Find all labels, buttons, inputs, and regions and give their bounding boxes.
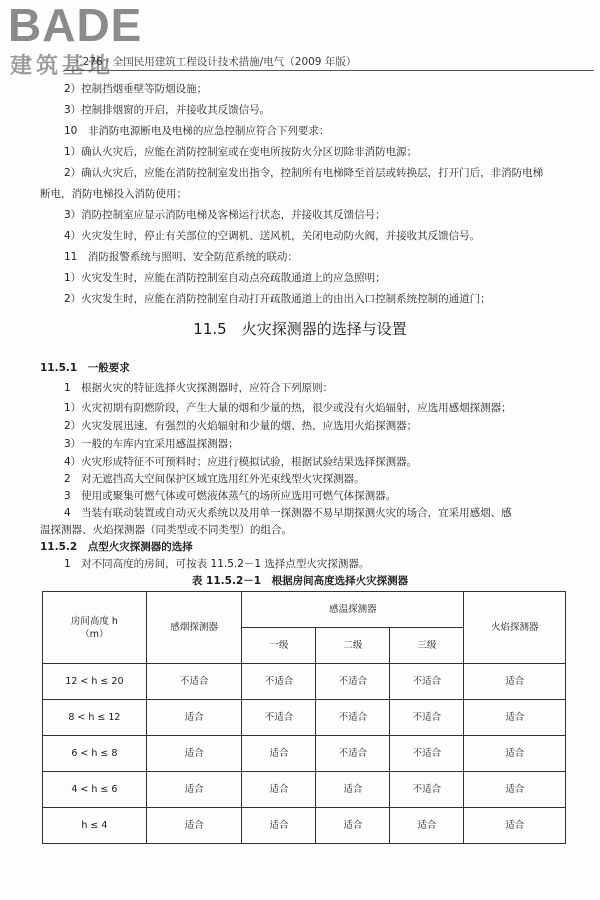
table-row [43, 700, 566, 736]
cell-smoke: 适合 [146, 772, 242, 808]
body-line: 10 非消防电源断电及电梯的应急控制应符合下列要求： [64, 125, 330, 137]
room-height-label: 房间高度 h [70, 615, 118, 627]
cell-heat3: 不适合 [390, 736, 464, 772]
body-line: 3）控制排烟窗的开启，并接收其反馈信号。 [64, 104, 271, 116]
subsection-heading: 11.5.1 一般要求 [40, 362, 130, 374]
detector-table [42, 591, 566, 844]
cell-flame: 适合 [464, 772, 566, 808]
table-row [43, 808, 566, 844]
cell-heat1: 不适合 [242, 664, 316, 700]
cell-heat2: 不适合 [316, 700, 390, 736]
body-line: 断电，消防电梯投入消防使用； [40, 188, 187, 200]
body-line: 温探测器、火焰探测器（同类型或不同类型）的组合。 [40, 524, 292, 536]
body-line: 3）消防控制室应显示消防电梯及客梯运行状态，并接收其反馈信号； [64, 209, 386, 221]
cell-heat3: 不适合 [390, 664, 464, 700]
cell-heat2: 适合 [316, 772, 390, 808]
body-line: 4）火灾发生时，停止有关部位的空调机、送风机，关闭电动防火阀，并接收其反馈信号。 [64, 230, 481, 242]
cell-heat1: 适合 [242, 736, 316, 772]
cell-flame: 适合 [464, 700, 566, 736]
header-heat-level: 三级 [390, 628, 464, 664]
bade-logo: BADE [8, 0, 143, 51]
table-row [43, 772, 566, 808]
table-row [43, 736, 566, 772]
body-line: 4）火灾形成特征不可预料时；应进行模拟试验，根据试验结果选择探测器。 [64, 456, 418, 468]
body-line: 11 消防报警系统与照明、安全防范系统的联动： [64, 251, 298, 263]
header-room-height [43, 592, 147, 664]
body-line: 1）火灾发生时，应能在消防控制室自动点亮疏散通道上的应急照明； [64, 272, 386, 284]
cell-heat1: 适合 [242, 772, 316, 808]
cell-heat2: 不适合 [316, 736, 390, 772]
cell-heat1: 适合 [242, 808, 316, 844]
body-line: 2）控制挡烟垂壁等防烟设施； [64, 83, 208, 95]
section-title: 11.5 火灾探测器的选择与设置 [193, 320, 407, 338]
logo-subtitle: 建筑基地 [10, 54, 115, 79]
cell-heat3: 不适合 [390, 772, 464, 808]
body-line: 4 当装有联动装置或自动灭火系统以及用单一探测器不易早期探测火灾的场合，宜采用感烟、感 [64, 507, 512, 519]
page-header: · 276 · 全国民用建筑工程设计技术措施/电气（2009 年版） [76, 56, 357, 68]
body-line: 2）确认火灾后，应能在消防控制室发出指令，控制所有电梯降至首层或转换层，打开门后，非消防电梯 [64, 167, 544, 179]
body-line: 2）火灾发展迅速，有强烈的火焰辐射和少量的烟、热，应选用火焰探测器； [64, 420, 418, 432]
body-line: 2）火灾发生时，应能在消防控制室自动打开疏散通道上的由出入口控制系统控制的通道门； [64, 293, 491, 305]
cell-height: h ≤ 4 [43, 808, 147, 844]
body-line: 1）确认火灾后，应能在消防控制室或在变电所按防火分区切除非消防电源； [64, 146, 418, 158]
cell-heat2: 适合 [316, 808, 390, 844]
cell-flame: 适合 [464, 808, 566, 844]
header-heat: 感温探测器 [242, 592, 464, 628]
cell-heat3: 不适合 [390, 700, 464, 736]
cell-smoke: 不适合 [146, 664, 242, 700]
room-height-unit: （m） [80, 628, 109, 640]
table-caption: 表 11.5.2－1 根据房间高度选择火灾探测器 [191, 575, 409, 587]
body-line: 1 根据火灾的特征选择火灾探测器时，应符合下列原则： [64, 382, 334, 394]
subsection-heading: 11.5.2 点型火灾探测器的选择 [40, 541, 193, 553]
cell-flame: 适合 [464, 664, 566, 700]
body-line: 2 对无遮挡高大空间保护区域宜选用红外光束线型火灾探测器。 [64, 473, 365, 485]
cell-flame: 适合 [464, 736, 566, 772]
cell-heat3: 适合 [390, 808, 464, 844]
cell-heat1: 不适合 [242, 700, 316, 736]
header-flame: 火焰探测器 [464, 592, 566, 664]
table-row [43, 664, 566, 700]
cell-smoke: 适合 [146, 808, 242, 844]
body-line: 3 使用或聚集可燃气体或可燃液体蒸气的场所应选用可燃气体探测器。 [64, 490, 397, 502]
cell-smoke: 适合 [146, 736, 242, 772]
header-heat-level: 一级 [242, 628, 316, 664]
cell-height: 8 < h ≤ 12 [43, 700, 147, 736]
header-rule [64, 70, 594, 71]
cell-height: 12 < h ≤ 20 [43, 664, 147, 700]
cell-heat2: 不适合 [316, 664, 390, 700]
cell-height: 6 < h ≤ 8 [43, 736, 147, 772]
body-line: 1）火灾初期有阴燃阶段，产生大量的烟和少量的热，很少或没有火焰辐射，应选用感烟探测器； [64, 402, 512, 414]
cell-height: 4 < h ≤ 6 [43, 772, 147, 808]
body-line: 1 对不同高度的房间，可按表 11.5.2－1 选择点型火灾探测器。 [64, 558, 370, 570]
cell-smoke: 适合 [146, 700, 242, 736]
body-line: 3）一般的车库内宜采用感温探测器； [64, 438, 239, 450]
header-smoke: 感烟探测器 [146, 592, 242, 664]
header-heat-level: 二级 [316, 628, 390, 664]
